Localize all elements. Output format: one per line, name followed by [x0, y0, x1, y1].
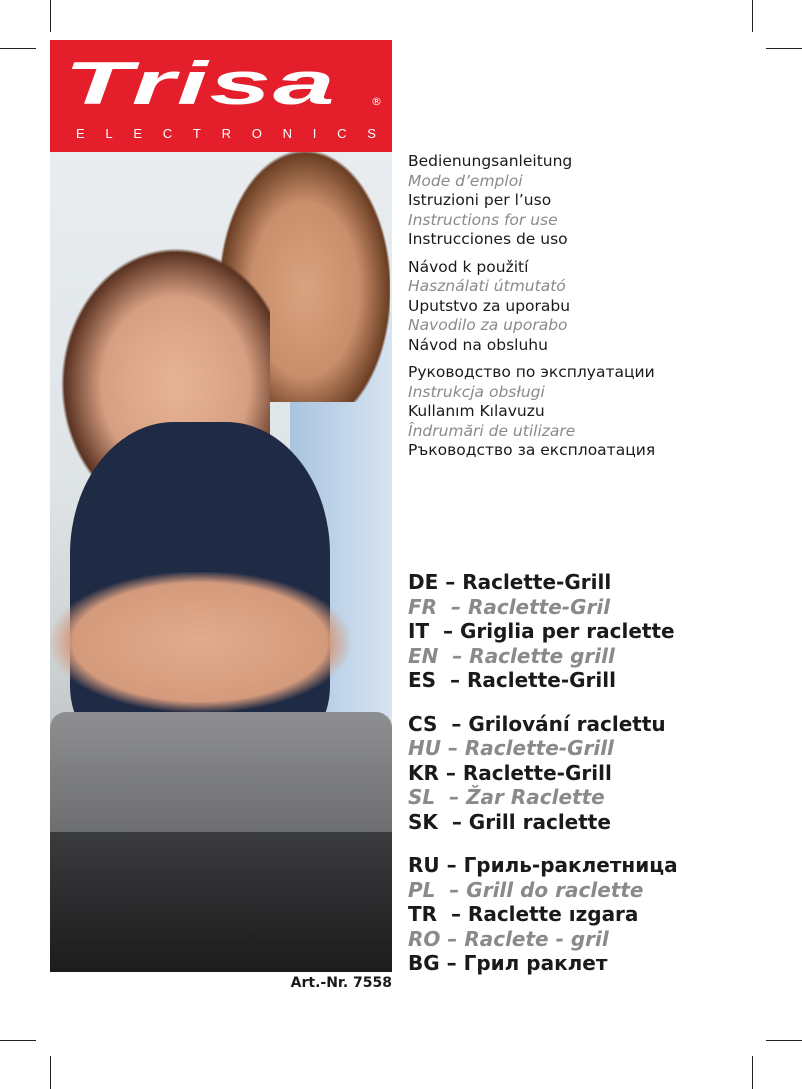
title-group [408, 570, 678, 693]
brand-subtitle-letter: R [221, 126, 231, 141]
title-line: Uputstvo za uporabu [408, 296, 571, 315]
title-group [408, 712, 678, 835]
title-group [408, 258, 655, 356]
manual-language-list [408, 152, 655, 469]
brand-subtitle-letter: N [282, 126, 292, 141]
brand-subtitle-letter: C [337, 126, 347, 141]
title-line: PL – Grill do raclette [408, 877, 644, 902]
brand-logo-band [50, 40, 392, 152]
brand-subtitle-letter: O [251, 126, 262, 141]
title-line: Návod na obsluhu [408, 335, 548, 354]
title-line: BG – Грил раклет [408, 951, 608, 975]
title-line: RU – Гриль-раклетница [408, 853, 678, 877]
title-line: KR – Raclette-Grill [408, 760, 612, 785]
cover-photo [50, 152, 392, 972]
title-group [408, 853, 678, 976]
title-group [408, 152, 655, 250]
title-line: Руководство по эксплуатации [408, 363, 655, 381]
title-line: EN – Raclette grill [408, 643, 615, 668]
title-line: Navodilo za uporabo [408, 316, 568, 334]
title-group [408, 363, 655, 461]
crop-mark [766, 48, 802, 49]
title-line: Bedienungsanleitung [408, 152, 573, 170]
brand-logo: Trisa [64, 50, 337, 117]
brand-subtitle [76, 126, 376, 141]
brand-subtitle-letter: T [192, 126, 201, 141]
brand-subtitle-letter: E [133, 126, 143, 141]
title-line: Ръководство за експлоатация [408, 441, 656, 459]
title-line: IT – Griglia per raclette [408, 619, 675, 643]
title-line: HU – Raclette-Grill [408, 736, 614, 760]
title-line: Mode d’emploi [408, 171, 523, 190]
title-line: SK – Grill raclette [408, 809, 611, 834]
title-line: Instrukcja obsługi [408, 382, 545, 401]
title-line: TR – Raclette ızgara [408, 902, 639, 926]
title-line: Használati útmutató [408, 277, 566, 295]
title-line: SL – Žar Raclette [408, 785, 605, 809]
crop-mark [752, 1056, 753, 1089]
crop-mark [0, 48, 36, 49]
title-line: Instructions for use [408, 210, 558, 229]
brand-subtitle-letter: C [162, 126, 173, 141]
product-title-list [408, 570, 678, 995]
title-line: DE – Raclette-Grill [408, 570, 612, 594]
brand-subtitle-letter: L [105, 126, 113, 141]
brand-subtitle-letter: I [312, 126, 317, 141]
title-line: FR – Raclette-Gril [408, 594, 611, 619]
title-line: Návod k použití [408, 257, 529, 276]
title-line: CS – Grilování raclettu [408, 711, 666, 736]
crop-mark [752, 0, 753, 32]
title-line: Îndrumări de utilizare [408, 421, 576, 440]
crop-mark [766, 1040, 802, 1041]
title-line: ES – Raclette-Grill [408, 668, 616, 692]
title-line: RO – Raclete - gril [408, 926, 609, 951]
registered-mark: ® [371, 95, 382, 108]
crop-mark [50, 0, 51, 32]
article-number: Art.-Nr. 7558 [290, 975, 392, 991]
crop-mark [0, 1040, 36, 1041]
crop-mark [50, 1056, 51, 1089]
brand-subtitle-letter: S [367, 126, 376, 141]
title-line: Instrucciones de uso [408, 230, 568, 248]
brand-subtitle-letter: E [76, 126, 85, 141]
title-line: Kullanım Kılavuzu [408, 402, 545, 420]
title-line: Istruzioni per l’uso [408, 191, 552, 209]
